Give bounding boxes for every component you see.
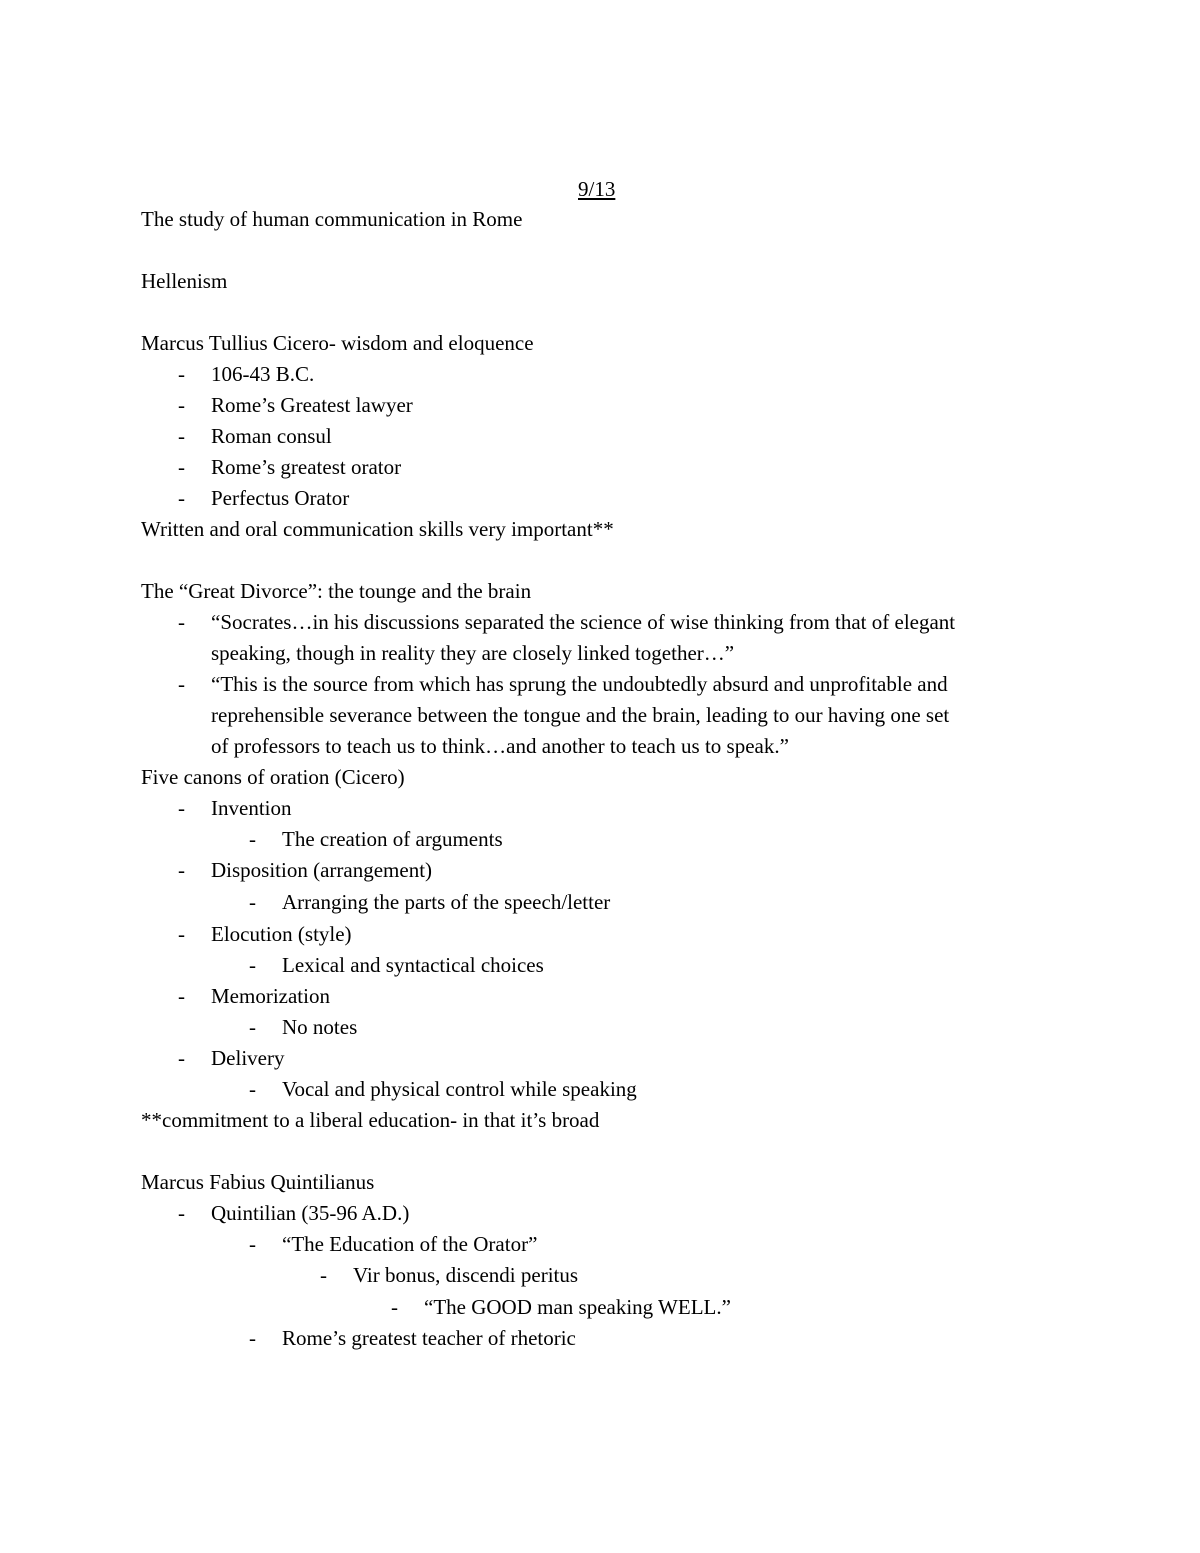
bullet-dash: - (178, 362, 185, 386)
bullet-dash: - (249, 1015, 256, 1039)
bullet-dash: - (178, 1201, 185, 1225)
cicero-item: Rome’s Greatest lawyer (211, 393, 413, 417)
bullet-dash: - (249, 1077, 256, 1101)
canon-detail: Vocal and physical control while speaking (282, 1077, 637, 1101)
bullet-dash: - (178, 922, 185, 946)
quote-line: reprehensible severance between the tongue and the brain, leading to our having one set (211, 703, 950, 727)
bullet-dash: - (249, 827, 256, 851)
bullet-dash: - (178, 796, 185, 820)
written-oral-note: Written and oral communication skills very important** (141, 517, 614, 541)
bullet-dash: - (178, 486, 185, 510)
quote-line: “Socrates…in his discussions separated the science of wise thinking from that of elegant (211, 610, 956, 634)
bullet-dash: - (178, 455, 185, 479)
teacher-rhetoric-item: Rome’s greatest teacher of rhetoric (282, 1326, 576, 1350)
great-divorce-heading: The “Great Divorce”: the tounge and the brain (141, 579, 532, 603)
quintilian-item: Quintilian (35-96 A.D.) (211, 1201, 410, 1225)
bullet-dash: - (249, 1326, 256, 1350)
bullet-dash: - (320, 1263, 327, 1287)
page-title: The study of human communication in Rome (141, 207, 523, 231)
bullet-dash: - (178, 984, 185, 1008)
bullet-dash: - (178, 393, 185, 417)
bullet-dash: - (391, 1295, 398, 1319)
bullet-dash: - (178, 610, 185, 634)
canon-name: Memorization (211, 984, 330, 1008)
cicero-item: 106-43 B.C. (211, 362, 315, 386)
cicero-item: Roman consul (211, 424, 332, 448)
canon-detail: No notes (282, 1015, 358, 1039)
hellenism-line: Hellenism (141, 269, 228, 293)
cicero-heading: Marcus Tullius Cicero- wisdom and eloquence (141, 331, 534, 355)
canon-detail: Arranging the parts of the speech/letter (282, 890, 611, 914)
bullet-dash: - (178, 858, 185, 882)
canon-detail: The creation of arguments (282, 827, 503, 851)
quote-line: speaking, though in reality they are closely linked together…” (211, 641, 735, 665)
good-man-item: “The GOOD man speaking WELL.” (424, 1295, 731, 1319)
cicero-item: Rome’s greatest orator (211, 455, 402, 479)
cicero-item: Perfectus Orator (211, 486, 350, 510)
quote-line: “This is the source from which has sprung the undoubtedly absurd and unprofitable and (211, 672, 948, 696)
canons-heading: Five canons of oration (Cicero) (141, 765, 405, 789)
bullet-dash: - (178, 424, 185, 448)
bullet-dash: - (249, 1232, 256, 1256)
bullet-dash: - (249, 890, 256, 914)
date-heading: 9/13 (578, 177, 616, 201)
vir-bonus-item: Vir bonus, discendi peritus (353, 1263, 579, 1287)
bullet-dash: - (249, 953, 256, 977)
canon-name: Disposition (arrangement) (211, 858, 433, 882)
bullet-dash: - (178, 1046, 185, 1070)
canon-name: Delivery (211, 1046, 285, 1070)
canon-name: Elocution (style) (211, 922, 352, 946)
quintilianus-heading: Marcus Fabius Quintilianus (141, 1170, 375, 1194)
education-of-orator-item: “The Education of the Orator” (282, 1232, 538, 1256)
canon-name: Invention (211, 796, 292, 820)
canon-detail: Lexical and syntactical choices (282, 953, 544, 977)
bullet-dash: - (178, 672, 185, 696)
liberal-education-note: **commitment to a liberal education- in that it’s broad (141, 1108, 600, 1132)
quote-line: of professors to teach us to think…and another to teach us to speak.” (211, 734, 789, 758)
